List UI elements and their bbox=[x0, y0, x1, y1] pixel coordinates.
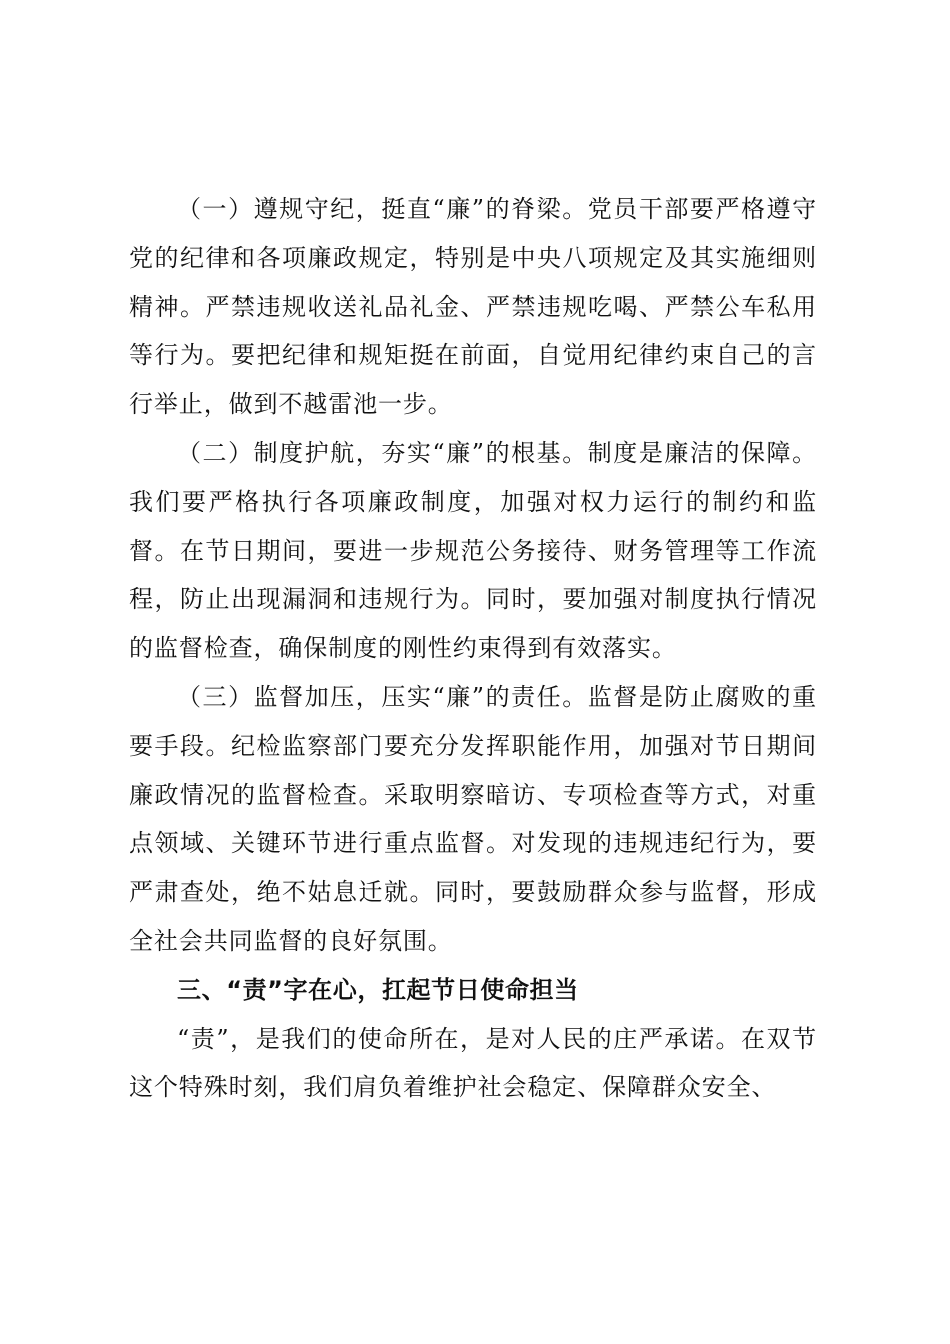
paragraph-discipline: （一）遵规守纪，挺直“廉”的脊梁。党员干部要严格遵守党的纪律和各项廉政规定，特别是中央八项规定及其实施细则精神。严禁违规收送礼品礼金、严禁违规吃喝、严禁公车私用等行为。要把纪律和规矩挺在前面，自觉用纪律约束自己的言行举止，做到不越雷池一步。 bbox=[129, 195, 817, 419]
paragraph-system: （二）制度护航，夯实“廉”的根基。制度是廉洁的保障。我们要严格执行各项廉政制度，加强对权力运行的制约和监督。在节日期间，要进一步规范公务接待、财务管理等工作流程，防止出现漏洞和违规行为。同时，要加强对制度执行情况的监督检查，确保制度的刚性约束得到有效落实。 bbox=[129, 438, 817, 663]
section-heading-responsibility: 三、“责”字在心，扛起节日使命担当 bbox=[177, 975, 579, 1004]
paragraph-supervision: （三）监督加压，压实“廉”的责任。监督是防止腐败的重要手段。纪检监察部门要充分发挥职能作用，加强对节日期间廉政情况的监督检查。采取明察暗访、专项检查等方式，对重点领域、关键环节进行重点监督。对发现的违规违纪行为，要严肃查处，绝不姑息迁就。同时，要鼓励群众参与监督，形成全社会共同监督的良好氛围。 bbox=[129, 682, 817, 955]
paragraph-responsibility: “责”，是我们的使命所在，是对人民的庄严承诺。在双节这个特殊时刻，我们肩负着维护社会稳定、保障群众安全、 bbox=[129, 1024, 817, 1102]
document-body bbox=[129, 185, 817, 1112]
